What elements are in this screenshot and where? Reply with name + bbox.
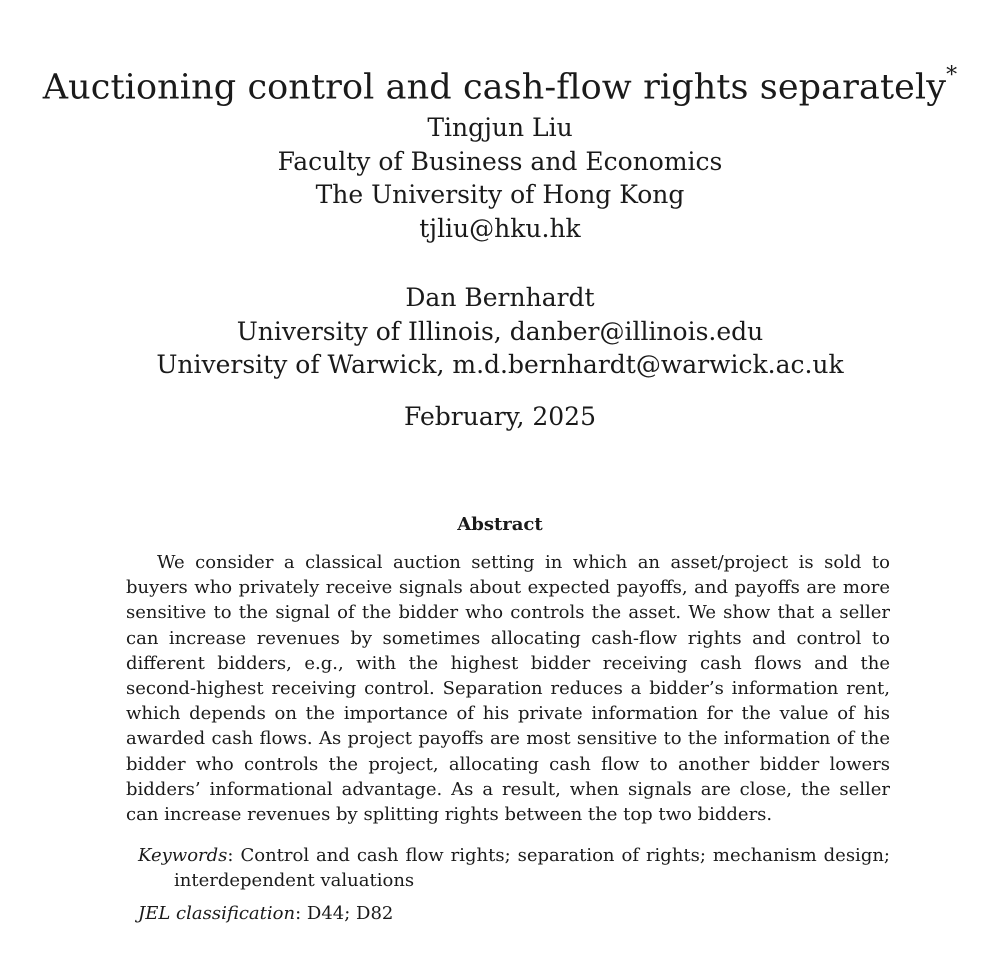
keywords-separator: : <box>227 845 234 866</box>
jel-codes: D44; D82 <box>306 903 394 924</box>
author-affiliation: University of Warwick, m.d.bernhardt@warwick.ac.uk <box>156 350 844 379</box>
title-footnote-mark: * <box>946 63 958 89</box>
author-affiliation: The University of Hong Kong <box>315 180 685 209</box>
paper-title-text: Auctioning control and cash-flow rights separately <box>42 68 947 109</box>
author-name: Dan Bernhardt <box>405 283 595 312</box>
paper-title <box>0 59 1000 109</box>
keywords-label: Keywords <box>138 845 228 866</box>
keywords-line <box>138 843 890 893</box>
abstract-text: We consider a classical auction setting in which an asset/project is sold to buyers who privately receive signals about expected payoffs, and payoffs are more sensitive to the signal of the bidder who controls the asset. We show that a seller can increase revenues by sometimes allocating cash-flow rights and control to different bidders, e.g., with the highest bidder receiving cash flows and the second-highest receiving control. Separation reduces a bidder’s information rent, which depends on the importance of his private information for the value of his awarded cash flows. As project payoffs are most sensitive to the information of the bidder who controls the project, allocating cash flow to another bidder lowers bidders’ informational advantage. As a result, when signals are close, the seller can increase revenues by splitting rights between the top two bidders. <box>126 552 890 826</box>
author-affiliation: Faculty of Business and Economics <box>277 146 723 176</box>
paper-date: February, 2025 <box>403 402 596 431</box>
author-email: tjliu@hku.hk <box>419 213 581 243</box>
abstract-heading: Abstract <box>457 514 543 535</box>
jel-label: JEL classification <box>138 903 296 924</box>
jel-line <box>138 901 393 926</box>
author-affiliation: University of Illinois, danber@illinois.edu <box>236 316 764 346</box>
jel-separator: : <box>295 903 302 924</box>
author-block-bernhardt <box>0 281 1000 382</box>
author-name: Tingjun Liu <box>427 113 573 142</box>
author-block-liu <box>0 111 1000 245</box>
keywords-text: Control and cash flow rights; separation of rights; mechanism design; interdependent valuations <box>174 845 890 891</box>
